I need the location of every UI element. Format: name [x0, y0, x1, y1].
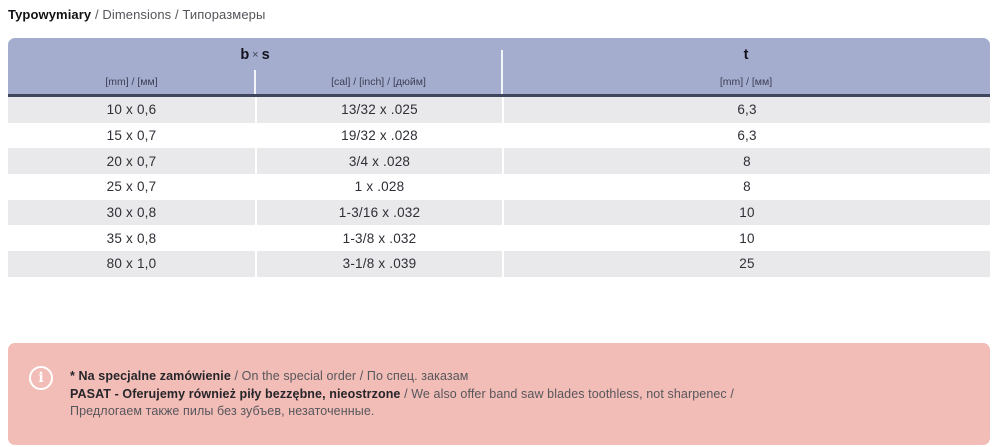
footnote-line-3: Предлогаем также пилы без зубъев, незаточенные.	[70, 404, 375, 418]
multiply-symbol: ×	[252, 49, 259, 61]
header-divider-2	[501, 50, 503, 94]
footnote-line-2-rest: / We also offer band saw blades toothless, not sharpenec /	[400, 386, 734, 401]
footnote-line-1-rest: / On the special order / По спец. заказам	[230, 369, 469, 383]
footnote-line-1	[70, 368, 970, 386]
cell-inch: 13/32 x .025	[255, 97, 502, 123]
table-row	[8, 174, 990, 200]
column-group-bxs	[8, 47, 502, 63]
table-row	[8, 97, 990, 123]
cell-mm: 35 x 0,8	[106, 230, 157, 246]
footnote-line-1-bold: * Na specjalne zamówienie	[70, 369, 231, 383]
page-title-primary: Typowymiary	[8, 7, 92, 22]
cell-t: 8	[502, 174, 990, 200]
cell-mm: 15 x 0,7	[106, 128, 157, 144]
cell-mm: 80 x 1,0	[106, 256, 157, 272]
table-body	[8, 97, 990, 277]
table-row	[8, 225, 990, 251]
table-row	[8, 123, 990, 149]
cell-mm: 20 x 0,7	[106, 153, 157, 169]
page-title-secondary: / Dimensions / Типоразмеры	[91, 7, 266, 22]
table-row	[8, 200, 990, 226]
footnote-line-2-bold: PASAT - Oferujemy również piły bezzębne, nieostrzone	[70, 386, 401, 401]
cell-t: 25	[502, 251, 990, 277]
cell-t: 6,3	[502, 123, 990, 149]
cell-inch: 3/4 x .028	[255, 148, 502, 174]
cell-inch: 3-1/8 x .039	[255, 251, 502, 277]
column-t: t	[743, 47, 749, 63]
footnote-box	[8, 343, 990, 445]
table-row	[8, 251, 990, 277]
cell-inch: 1-3/8 x .032	[255, 225, 502, 251]
cell-t: 8	[502, 148, 990, 174]
b-label: b	[240, 47, 250, 63]
footnote-line-2	[70, 386, 970, 404]
cell-inch: 1-3/16 x .032	[255, 200, 502, 226]
cell-t: 6,3	[502, 97, 990, 123]
units-inch: [cal] / [inch] / [дюйм]	[331, 76, 426, 88]
cell-mm: 10 x 0,6	[106, 102, 157, 118]
cell-t: 10	[502, 225, 990, 251]
page-title	[8, 7, 265, 22]
info-icon: i	[29, 366, 53, 390]
cell-mm: 30 x 0,8	[106, 205, 157, 221]
units-t: [mm] / [мм]	[719, 76, 773, 88]
units-mm: [mm] / [мм]	[105, 76, 158, 88]
table-header	[8, 38, 990, 97]
cell-inch: 1 x .028	[255, 174, 502, 200]
table-row	[8, 148, 990, 174]
s-label: s	[261, 47, 270, 63]
dimensions-table	[8, 38, 990, 277]
header-divider-1	[254, 70, 256, 94]
cell-inch: 19/32 x .028	[255, 123, 502, 149]
cell-mm: 25 x 0,7	[106, 179, 157, 195]
footnote-text	[70, 368, 970, 421]
cell-t: 10	[502, 200, 990, 226]
